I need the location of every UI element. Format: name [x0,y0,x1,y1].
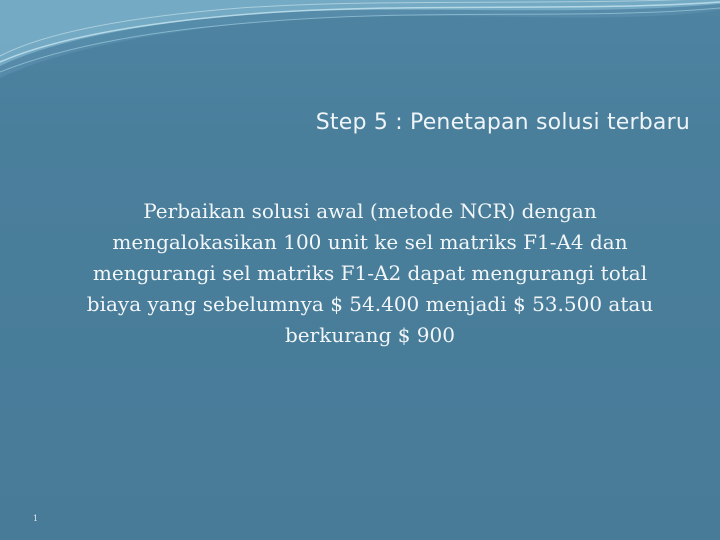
page-number: 1 [33,514,39,523]
body-line: biaya yang sebelumnya $ 54.400 menjadi $ 53.500 atau [86,292,654,316]
slide-body [50,196,690,351]
body-line: mengalokasikan 100 unit ke sel matriks F1-A4 dan [112,230,628,254]
body-line: berkurang $ 900 [285,323,455,347]
body-line: Perbaikan solusi awal (metode NCR) dengan [143,199,597,223]
body-line: mengurangi sel matriks F1-A2 dapat mengurangi total [92,261,648,285]
wave-header-decoration-icon [0,0,720,90]
slide-title: Step 5 : Penetapan solusi terbaru [315,110,690,135]
